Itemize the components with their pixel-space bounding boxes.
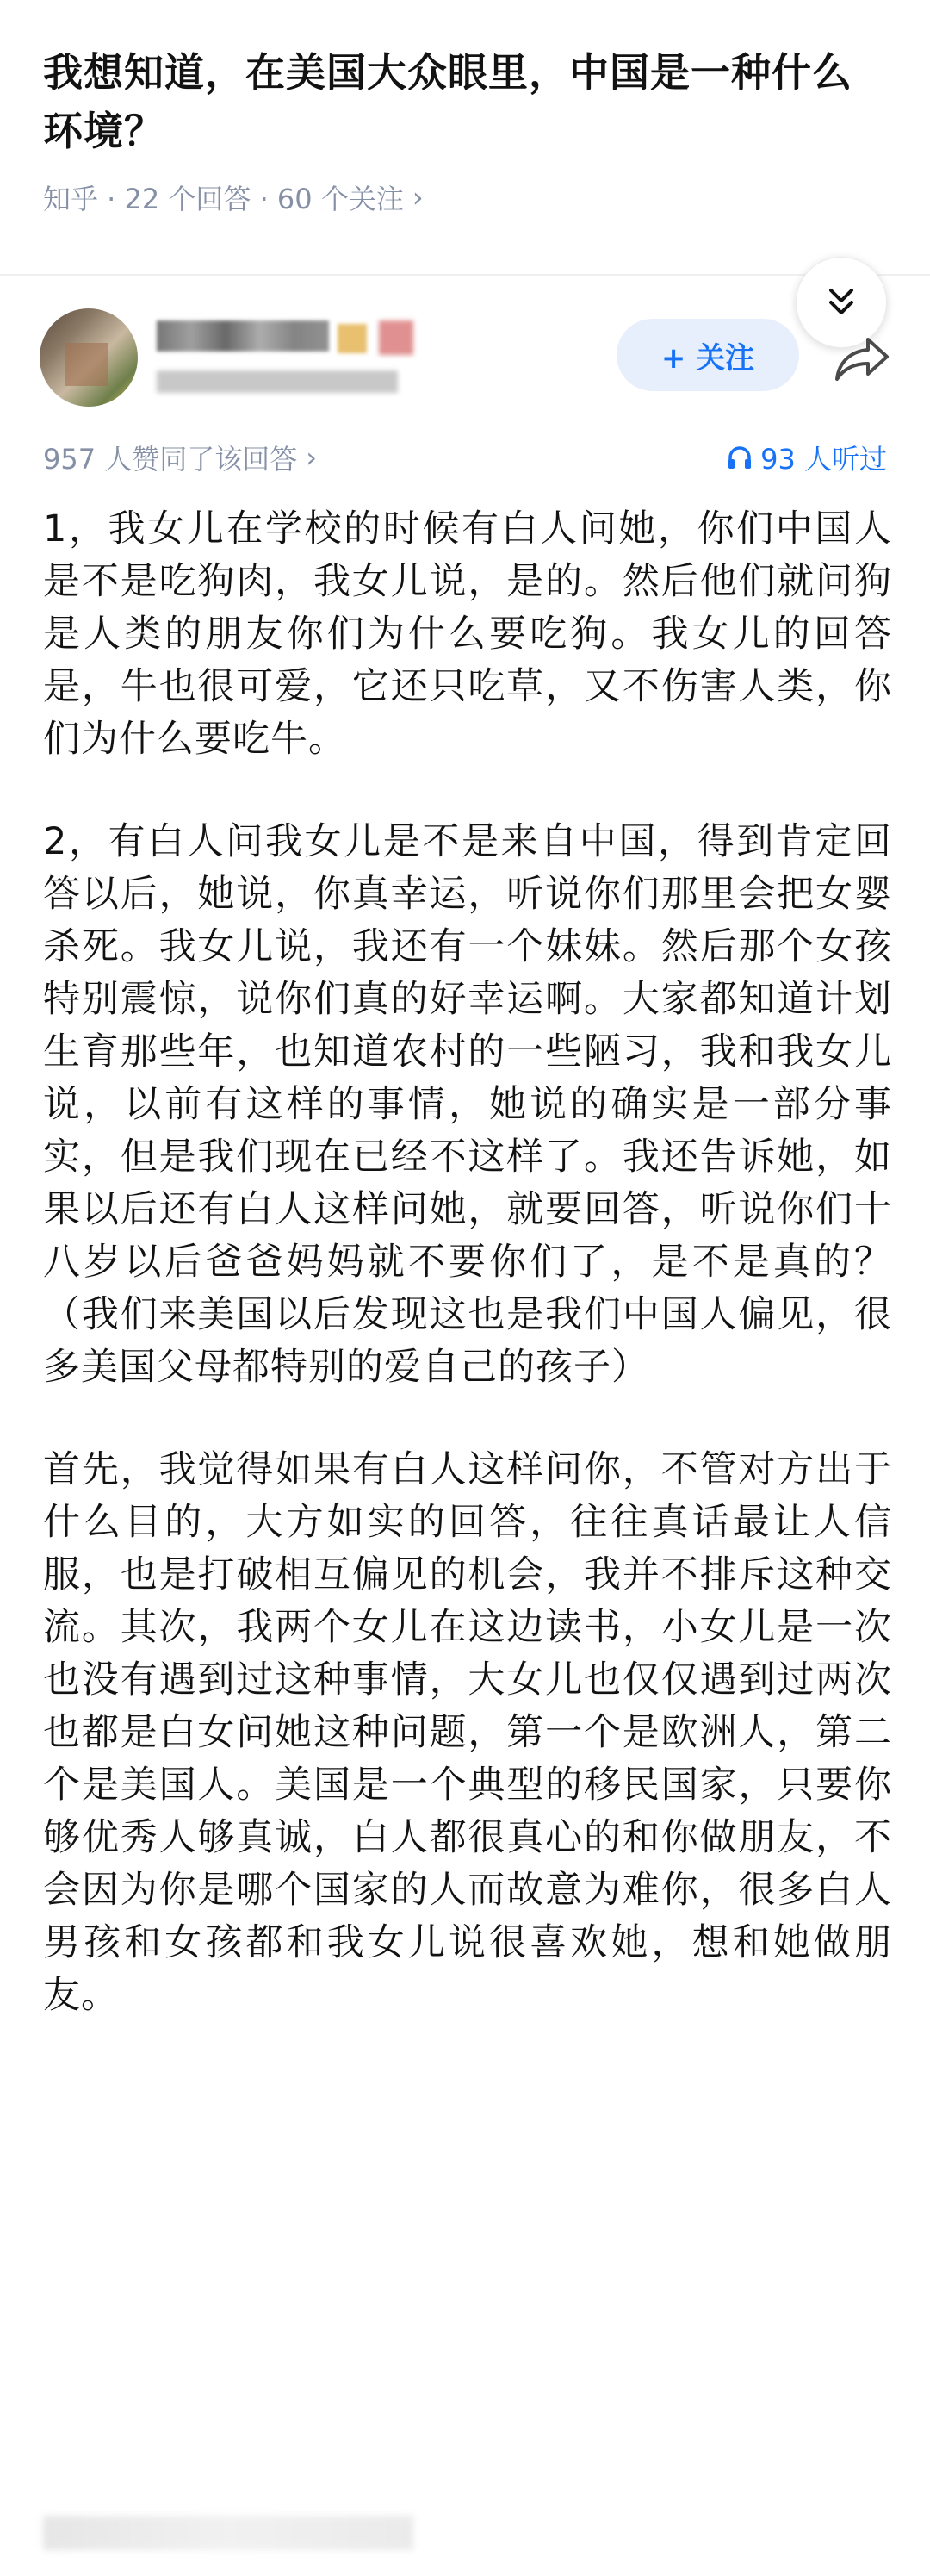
answer-paragraph: 首先，我觉得如果有白人这样问你，不管对方出于什么目的，大方如实的回答，往往真话最让人信服，也是打破相互偏见的机会，我并不排斥这种交流。其次，我两个女儿在这边读书，小女儿是一次也没有遇到过这种事情，大女儿也仅仅遇到过两次也都是白女问她这种问题，第一个是欧洲人，第二个是美国人。美国是一个典型的移民国家，只要你够优秀人够真诚，白人都很真心的和你做朋友，不会因为你是哪个国家的人而故意为难你，很多白人男孩和女孩都和我女儿说很喜欢她，想和她做朋友。 — [43, 1448, 892, 2017]
divider — [0, 274, 930, 276]
author-badge-icon — [338, 324, 367, 353]
stats-row — [43, 436, 887, 479]
author-name-blurred[interactable] — [157, 320, 329, 352]
chevron-right-icon: › — [412, 181, 424, 214]
vote-count[interactable] — [43, 438, 317, 477]
share-arrow-icon — [834, 334, 892, 383]
share-button[interactable] — [828, 324, 897, 393]
follow-button-label: + 关注 — [660, 340, 755, 376]
question-header — [0, 0, 930, 217]
listen-count-text: 93 人听过 — [760, 443, 887, 476]
question-meta[interactable] — [43, 177, 884, 217]
question-meta-text: 知乎 · 22 个回答 · 60 个关注 — [43, 183, 404, 215]
answer-paragraph: 2，有白人问我女儿是不是来自中国，得到肯定回答以后，她说，你真幸运，听说你们那里会把女婴杀死。我女儿说，我还有一个妹妹。然后那个女孩特别震惊，说你们真的好幸运啊。大家都知道计划生育那些年，也知道农村的一些陋习，我和我女儿说，以前有这样的事情，她说的确实是一部分事实，但是我们现在已经不这样了。我还告诉她，如果以后还有白人这样问她，就要回答，听说你们十八岁以后爸爸妈妈就不要你们了，是不是真的？（我们来美国以后发现这也是我们中国人偏见，很多美国父母都特别的爱自己的孩子） — [43, 820, 892, 1389]
faded-text-blurred — [43, 2516, 413, 2550]
listen-count[interactable] — [726, 438, 887, 477]
chevron-right-icon: › — [306, 441, 318, 474]
vote-count-text: 957 人赞同了该回答 — [43, 443, 298, 476]
author-badge-icon — [379, 320, 413, 355]
answer-paragraph: 1，我女儿在学校的时候有白人问她，你们中国人是不是吃狗肉，我女儿说，是的。然后他们就问狗是人类的朋友你们为什么要吃狗。我女儿的回答是，牛也很可爱，它还只吃草，又不伤害人类，你们为什么要吃牛。 — [43, 507, 892, 761]
headphones-icon — [726, 444, 753, 471]
author-row — [40, 308, 904, 412]
answer-body — [43, 503, 892, 2072]
follow-button[interactable] — [617, 319, 799, 391]
avatar[interactable] — [40, 308, 138, 407]
question-title[interactable]: 我想知道，在美国大众眼里，中国是一种什么环境？ — [43, 49, 852, 154]
author-bio-blurred — [157, 370, 398, 393]
